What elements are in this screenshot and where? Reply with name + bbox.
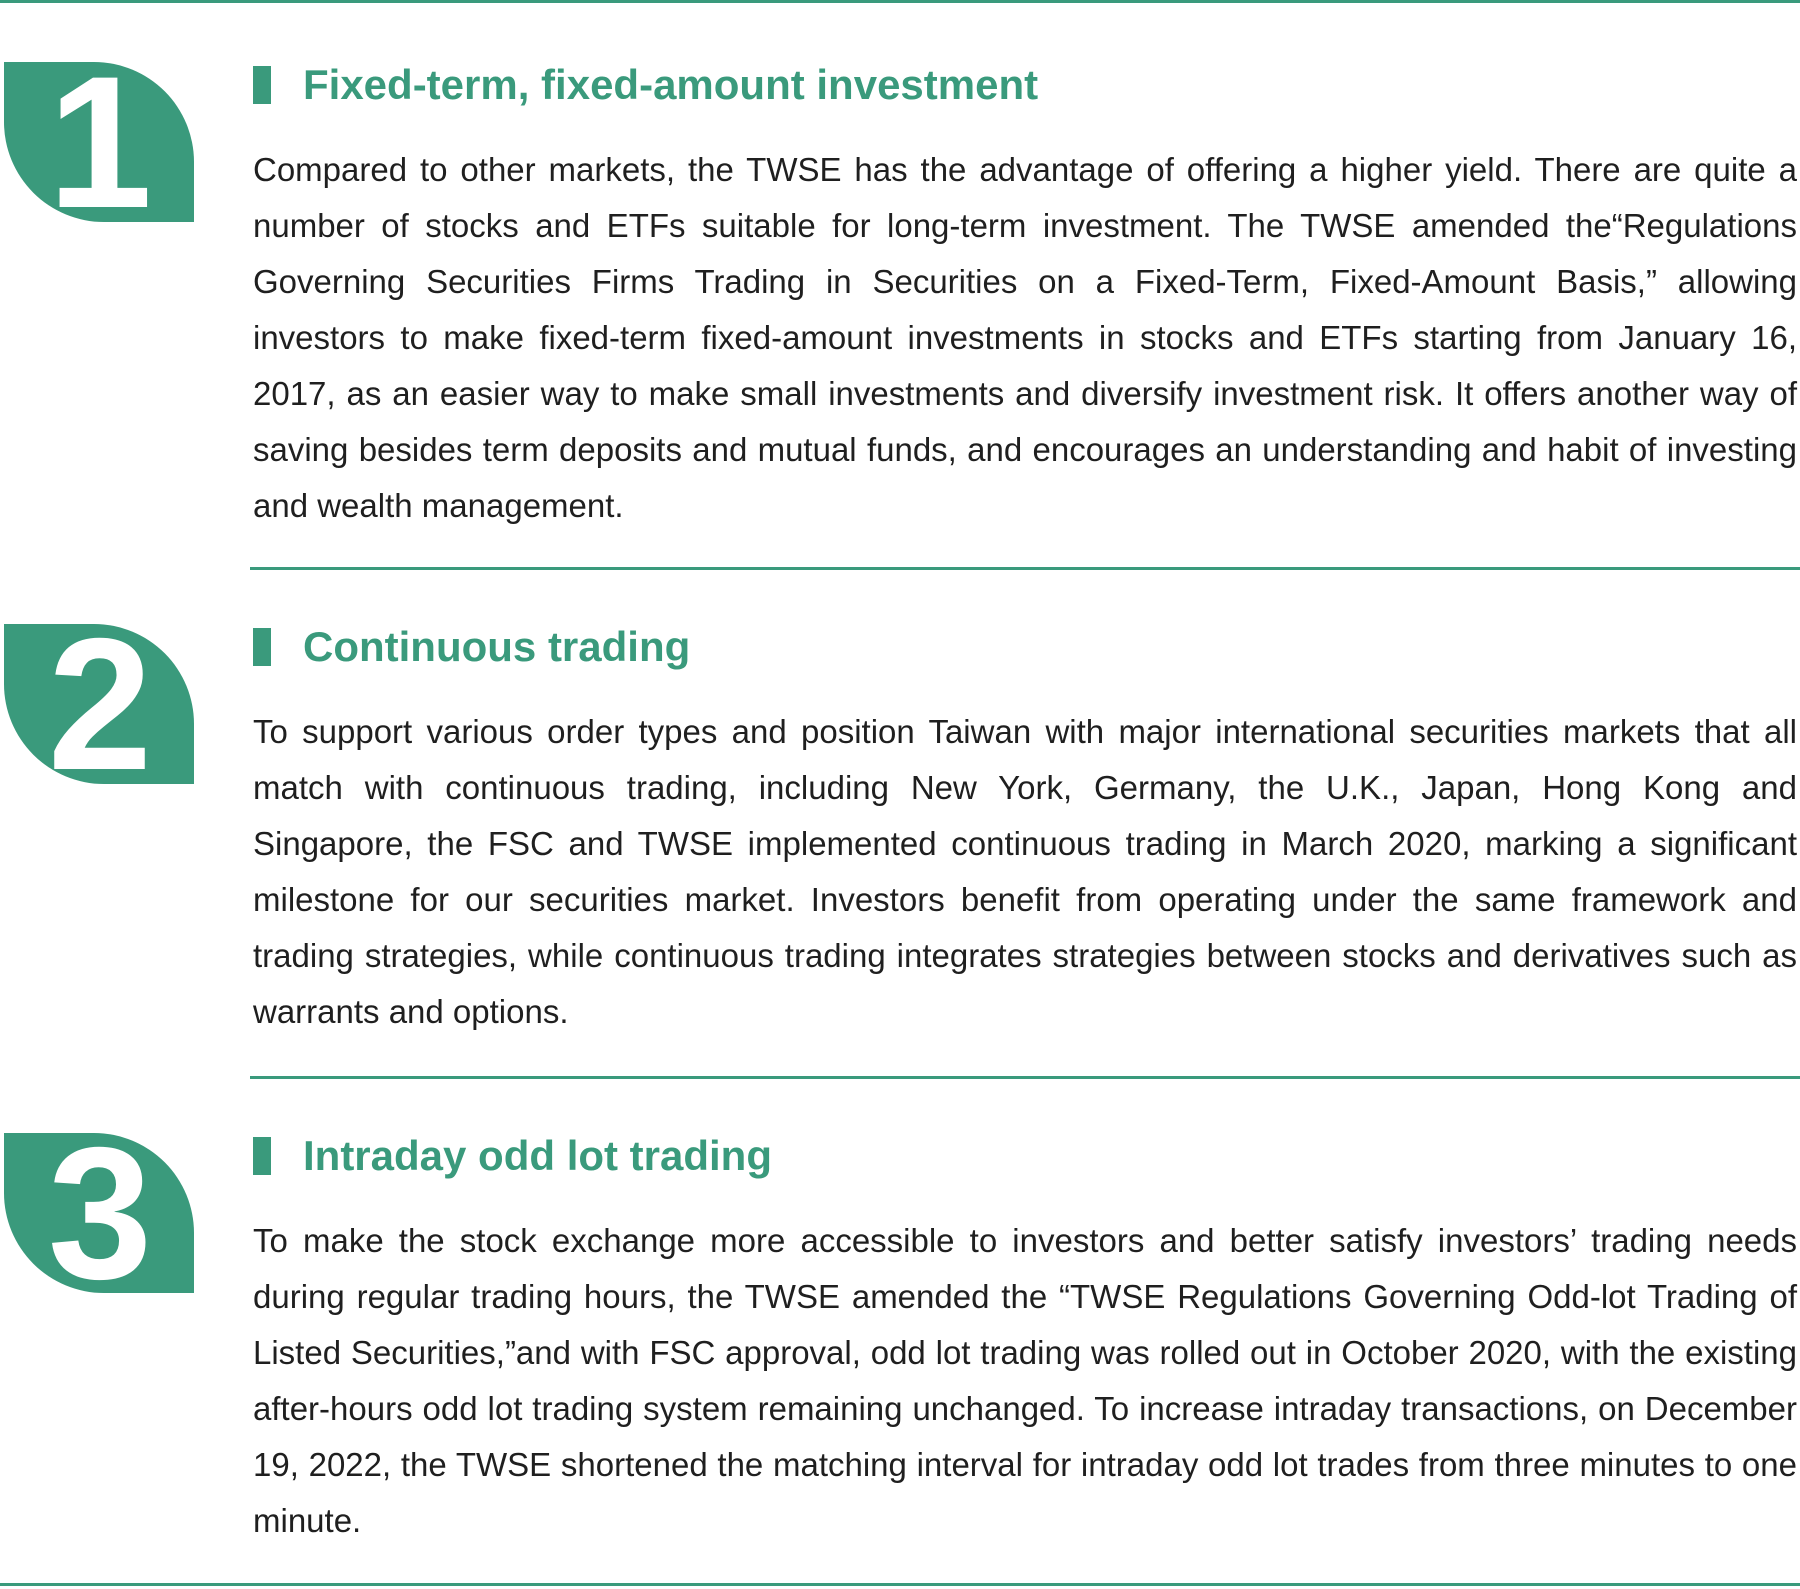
bottom-divider: [0, 1583, 1800, 1586]
section-body: To make the stock exchange more accessible to investors and better satisfy investors’ trading needs during regular trading hours, the TWSE amended the “TWSE Regulations Governing Odd-lot Trading of Listed Securities,”and with FSC approval, odd lot trading was rolled out in October 2020, with the existing after-hours odd lot trading system remaining unchanged. To increase intraday transactions, on December 19, 2022, the TWSE shortened the matching interval for intraday odd lot trades from three minutes to one minute.: [253, 1222, 1797, 1539]
section-divider: [250, 567, 1800, 570]
section-number: 1: [47, 37, 151, 247]
section-body: To support various order types and position Taiwan with major international securities markets that all match with continuous trading, including New York, Germany, the U.K., Japan, Hong Kong and Singapore, the FSC and TWSE implemented continuous trading in March 2020, marking a significant milestone for our securities market. Investors benefit from operating under the same framework and trading strategies, while continuous trading integrates strategies between stocks and derivatives such as warrants and options.: [253, 713, 1797, 1030]
section-title: Intraday odd lot trading: [303, 1132, 772, 1179]
section-number-badge: [4, 1108, 194, 1318]
section-divider: [250, 1076, 1800, 1079]
section-number: 3: [47, 1108, 151, 1318]
heading-accent-bar: [253, 66, 271, 104]
section-body: Compared to other markets, the TWSE has the advantage of offering a higher yield. There are quite a number of stocks and ETFs suitable for long-term investment. The TWSE amended the“Regulations Governing Securities Firms Trading in Securities on a Fixed-Term, Fixed-Amount Basis,” allowing investors to make fixed-term fixed-amount investments in stocks and ETFs starting from January 16, 2017, as an easier way to make small investments and diversify investment risk. It offers another way of saving besides term deposits and mutual funds, and encourages an understanding and habit of investing and wealth management.: [253, 151, 1797, 524]
section-title: Continuous trading: [303, 623, 691, 670]
section-number-badge: [4, 599, 194, 809]
heading-accent-bar: [253, 628, 271, 666]
heading-accent-bar: [253, 1137, 271, 1175]
section-title: Fixed-term, fixed-amount investment: [303, 61, 1039, 108]
section-number: 2: [47, 599, 151, 809]
section-number-badge: [4, 37, 194, 247]
top-divider: [0, 0, 1800, 3]
